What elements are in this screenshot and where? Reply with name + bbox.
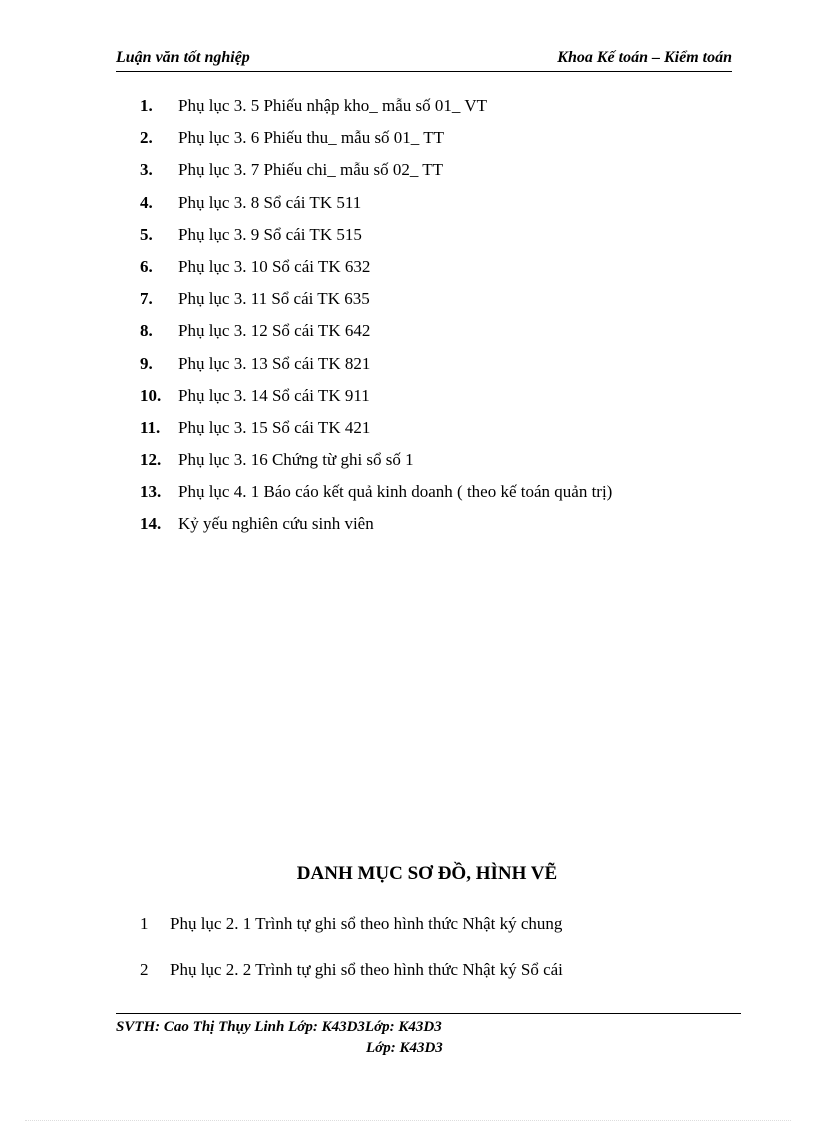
- item-text: Phụ lục 3. 12 Sổ cái TK 642: [178, 321, 371, 341]
- item-number: 2: [140, 960, 149, 979]
- page-footer: [116, 1017, 443, 1056]
- item-number: 2.: [140, 128, 153, 148]
- item-text: Phụ lục 3. 16 Chứng từ ghi sổ số 1: [178, 450, 414, 470]
- section-title-text: DANH MỤC SƠ ĐỒ, HÌNH VẼ: [296, 863, 558, 884]
- item-number: 14.: [140, 514, 162, 534]
- footer-class: Lớp: K43D3: [366, 1040, 443, 1056]
- item-number: 11.: [140, 417, 161, 437]
- item-number: 13.: [140, 482, 162, 502]
- item-text: Phụ lục 3. 11 Sổ cái TK 635: [178, 289, 370, 309]
- item-number: 1: [140, 914, 149, 933]
- item-text: Phụ lục 3. 8 Sổ cái TK 511: [178, 192, 362, 212]
- item-text: Phụ lục 3. 13 Sổ cái TK 821: [178, 353, 371, 373]
- header-faculty: Khoa Kế toán – Kiểm toán: [557, 49, 732, 66]
- footer-divider: [116, 1013, 741, 1014]
- item-number: 6.: [140, 256, 153, 276]
- item-number: 5.: [140, 224, 153, 244]
- item-text: Phụ lục 3. 10 Sổ cái TK 632: [178, 256, 371, 276]
- item-number: 4.: [140, 192, 153, 212]
- item-number: 1.: [140, 96, 153, 115]
- item-text: Phụ lục 2. 1 Trình tự ghi sổ theo hình thức Nhật ký chung: [170, 914, 563, 933]
- item-text: Phụ lục 3. 14 Sổ cái TK 911: [178, 385, 370, 405]
- item-text: Phụ lục 4. 1 Báo cáo kết quả kinh doanh ( theo kế toán quản trị): [178, 482, 613, 502]
- page-edge-divider: [25, 1120, 791, 1121]
- footer-student-info: SVTH: Cao Thị Thụy Linh Lớp: K43D3Lớp: K43D3: [116, 1019, 442, 1035]
- item-text: Phụ lục 3. 15 Sổ cái TK 421: [178, 417, 371, 437]
- item-number: 12.: [140, 450, 162, 470]
- item-text: Phụ lục 3. 5 Phiếu nhập kho_ mẫu số 01_ VT: [178, 96, 487, 115]
- item-number: 8.: [140, 321, 153, 341]
- item-number: 7.: [140, 289, 153, 309]
- section-title: [0, 863, 816, 885]
- item-text: Phụ lục 2. 2 Trình tự ghi sổ theo hình thức Nhật ký Sổ cái: [170, 960, 563, 979]
- item-number: 10.: [140, 385, 162, 405]
- item-text: Phụ lục 3. 7 Phiếu chi_ mẫu số 02_ TT: [178, 160, 444, 180]
- item-text: Phụ lục 3. 9 Sổ cái TK 515: [178, 224, 362, 244]
- page-header: [116, 47, 732, 72]
- item-text: Kỷ yếu nghiên cứu sinh viên: [178, 514, 374, 534]
- item-number: 3.: [140, 160, 153, 180]
- item-number: 9.: [140, 353, 153, 373]
- header-thesis-title: Luận văn tốt nghiệp: [116, 49, 250, 66]
- item-text: Phụ lục 3. 6 Phiếu thu_ mẫu số 01_ TT: [178, 128, 445, 148]
